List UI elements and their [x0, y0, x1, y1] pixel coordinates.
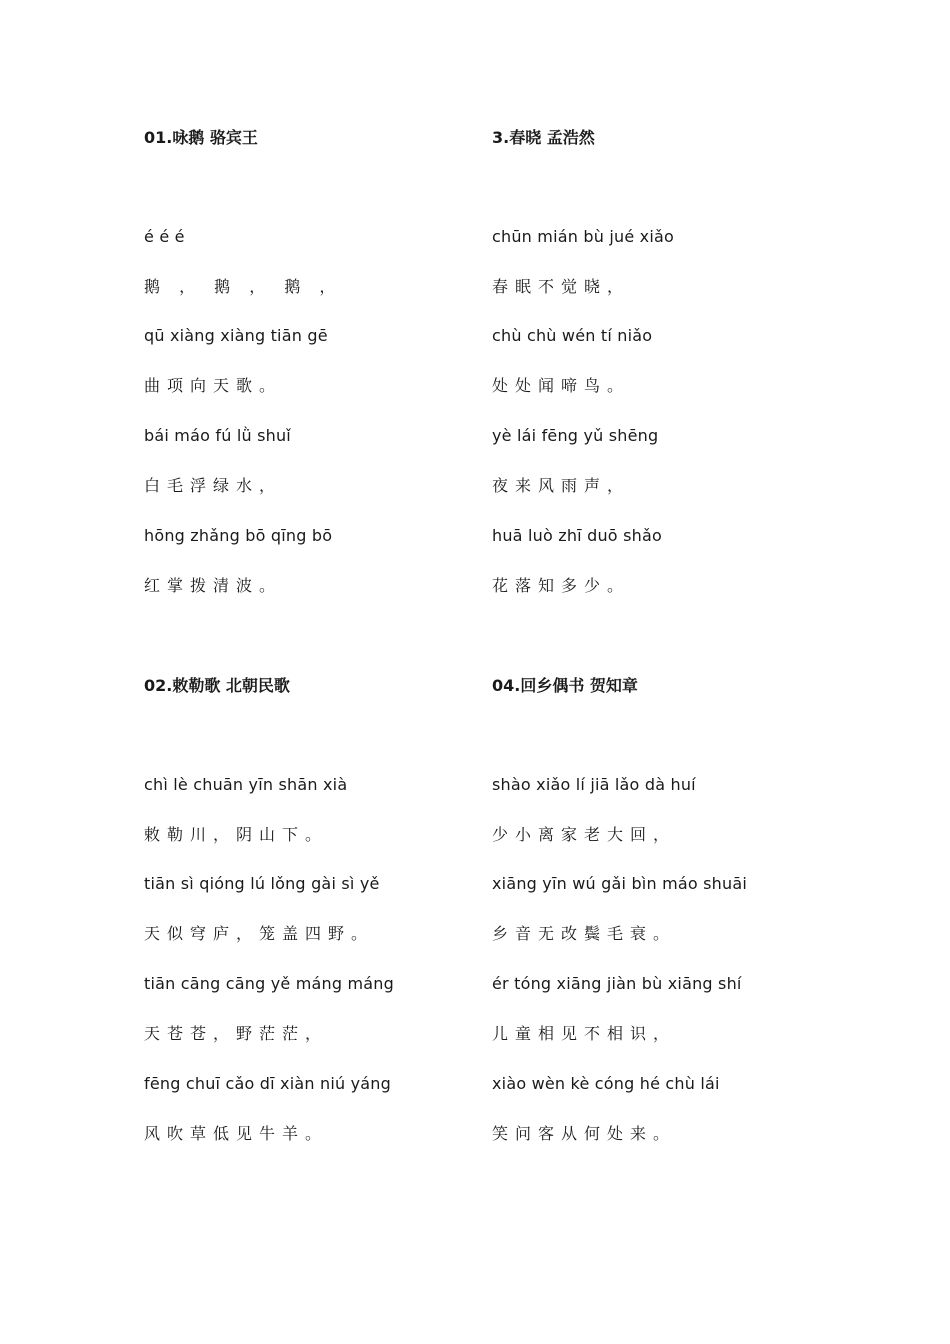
hanzi-line: 敕勒川，阴山下。	[144, 825, 329, 844]
hanzi-line: 儿童相见不相识，	[492, 1024, 677, 1043]
poem-title: 01.咏鹅 骆宾王	[144, 128, 258, 147]
poem-title: 3.春晓 孟浩然	[492, 128, 595, 147]
hanzi-line: 乡音无改鬓毛衰。	[492, 924, 677, 943]
hanzi-line: 天苍苍，野茫茫，	[144, 1024, 329, 1043]
hanzi-line: 处处闻啼鸟。	[492, 376, 631, 395]
hanzi-line: 春眠不觉晓，	[492, 277, 631, 296]
hanzi-line: 少小离家老大回，	[492, 825, 677, 844]
hanzi-line: 风吹草低见牛羊。	[144, 1124, 329, 1143]
pinyin-line: yè lái fēng yǔ shēng	[492, 426, 659, 445]
hanzi-line: 白毛浮绿水，	[144, 476, 283, 495]
poem-title: 04.回乡偶书 贺知章	[492, 676, 638, 695]
pinyin-line: shào xiǎo lí jiā lǎo dà huí	[492, 775, 696, 794]
hanzi-line: 鹅 ， 鹅 ， 鹅 ，	[144, 277, 343, 296]
hanzi-line: 天似穹庐，笼盖四野。	[144, 924, 375, 943]
pinyin-line: tiān cāng cāng yě máng máng	[144, 974, 394, 993]
hanzi-line: 花落知多少。	[492, 576, 631, 595]
pinyin-line: xiāng yīn wú gǎi bìn máo shuāi	[492, 874, 748, 893]
pinyin-line: huā luò zhī duō shǎo	[492, 526, 662, 545]
pinyin-line: chì lè chuān yīn shān xià	[144, 775, 348, 794]
pinyin-line: é é é	[144, 227, 185, 246]
pinyin-line: fēng chuī cǎo dī xiàn niú yáng	[144, 1074, 391, 1093]
pinyin-line: chù chù wén tí niǎo	[492, 326, 653, 345]
pinyin-line: tiān sì qióng lú lǒng gài sì yě	[144, 874, 380, 893]
pinyin-line: bái máo fú lǜ shuǐ	[144, 426, 291, 445]
pinyin-line: xiào wèn kè cóng hé chù lái	[492, 1074, 720, 1093]
pinyin-line: ér tóng xiāng jiàn bù xiāng shí	[492, 974, 742, 993]
hanzi-line: 夜来风雨声，	[492, 476, 631, 495]
hanzi-line: 红掌拨清波。	[144, 576, 283, 595]
hanzi-line: 曲项向天歌。	[144, 376, 283, 395]
hanzi-line: 笑问客从何处来。	[492, 1124, 677, 1143]
pinyin-line: qū xiàng xiàng tiān gē	[144, 326, 328, 345]
pinyin-line: hōng zhǎng bō qīng bō	[144, 526, 333, 545]
pinyin-line: chūn mián bù jué xiǎo	[492, 227, 674, 246]
poem-title: 02.敕勒歌 北朝民歌	[144, 676, 290, 695]
